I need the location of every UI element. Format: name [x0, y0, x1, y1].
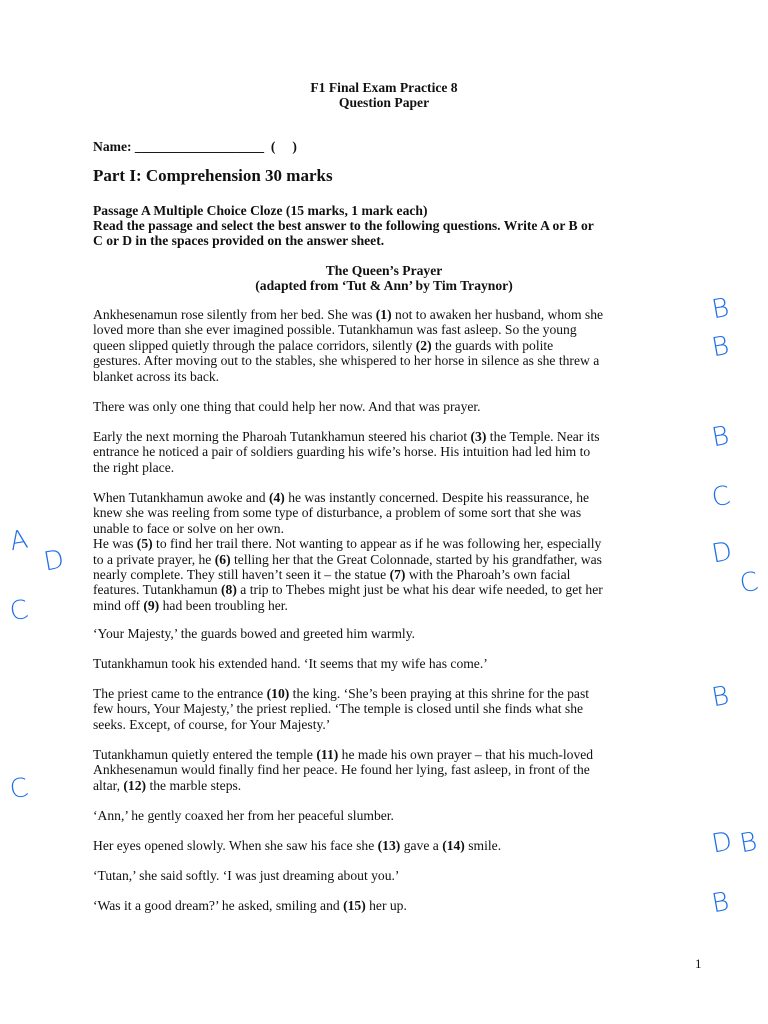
part-title: Part I: Comprehension 30 marks [93, 166, 333, 185]
name-line: Name: ___________________ ( ) [93, 139, 297, 154]
handwritten-answer: D [709, 536, 735, 570]
handwritten-answer: C [7, 594, 31, 628]
handwritten-answer: A [7, 524, 31, 558]
page-number: 1 [695, 956, 702, 971]
passage-source: (adapted from ‘Tut & Ann’ by Tim Traynor) [255, 278, 513, 293]
paragraph: Early the next morning the Pharoah Tutankhamun steered his chariot (3) the Temple. Near its entrance he noticed a pair of soldiers guarding his wife’s horse. His intuition had led him to the right place. [93, 429, 600, 475]
handwritten-answer: B [737, 826, 760, 860]
exam-title: F1 Final Exam Practice 8 [310, 80, 458, 95]
handwritten-answer: C [737, 566, 761, 600]
handwritten-answer: B [709, 420, 732, 454]
paragraph: When Tutankhamun awoke and (4) he was instantly concerned. Despite his reassurance, he knew she was reeling from some type of disturbance, a problem of some sort that she was unable to face or solve on her own. He was (5) to find her trail there. Not wanting to appear as if he was following her, especially to a private prayer, he (6) telling her that the Great Colonnade, started by his grandfather, was nearly complete. They still haven’t seen it – the statue (7) with the Pharoah’s own facial features. Tutankhamun (8) a trip to Thebes might just be what his dear wife needed, to get her mind off (9) had been troubling her. [93, 490, 603, 613]
paragraph: There was only one thing that could help her now. And that was prayer. [93, 399, 481, 414]
instruction-3: C or D in the spaces provided on the answer sheet. [93, 233, 385, 248]
instruction-1: Passage A Multiple Choice Cloze (15 marks, 1 mark each) [93, 203, 428, 218]
handwritten-answer: D [709, 826, 735, 860]
paragraph: Ankhesenamun rose silently from her bed. She was (1) not to awaken her husband, whom she loved more than she ever imagined possible. Tutankhamun was fast asleep. So the young queen slipped quietly through the palace corridors, silently (2) the guards with polite gestures. After moving out to the stables, she whispered to her horse in silence as she threw a blanket across its back. [93, 307, 604, 384]
instruction-2: Read the passage and select the best answer to the following questions. Write A or B or [93, 218, 594, 233]
paragraph: ‘Ann,’ he gently coaxed her from her peaceful slumber. [93, 808, 394, 823]
paragraph: Her eyes opened slowly. When she saw his face she (13) gave a (14) smile. [93, 838, 502, 853]
paragraph: ‘Was it a good dream?’ he asked, smiling and (15) her up. [93, 898, 407, 913]
paragraph: Tutankhamun quietly entered the temple (11) he made his own prayer – that his much-loved Ankhesenamun would finally find her peace. He found her lying, fast asleep, in front of the altar, (12) the marble steps. [93, 747, 594, 793]
paragraph: The priest came to the entrance (10) the king. ‘She’s been praying at this shrine for the past few hours, Your Majesty,’ the priest replied. ‘The temple is closed until she finds what she seeks. Except, of course, for Your Majesty.’ [93, 686, 590, 732]
handwritten-answer: C [7, 772, 31, 806]
paragraph: Tutankhamun took his extended hand. ‘It seems that my wife has come.’ [93, 656, 488, 671]
passage-title: The Queen’s Prayer [325, 263, 443, 278]
handwritten-answer: B [709, 292, 732, 326]
handwritten-answer: D [41, 544, 67, 578]
paragraph: ‘Your Majesty,’ the guards bowed and greeted him warmly. [93, 626, 416, 641]
handwritten-answer: B [709, 330, 732, 364]
paragraph: ‘Tutan,’ she said softly. ‘I was just dreaming about you.’ [93, 868, 400, 883]
handwritten-answer: C [709, 480, 733, 514]
exam-subtitle: Question Paper [338, 95, 430, 110]
handwritten-answer: B [709, 680, 732, 714]
handwritten-answer: B [709, 886, 732, 920]
